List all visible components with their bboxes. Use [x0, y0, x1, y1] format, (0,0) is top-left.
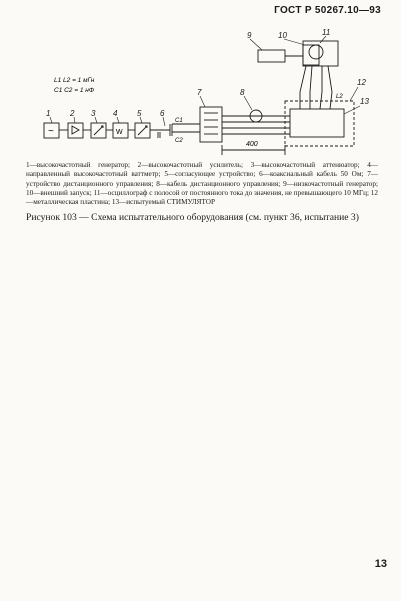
c1-label: C1 [175, 118, 183, 124]
num-8: 8 [240, 88, 245, 97]
document-header: ГОСТ Р 50267.10—93 [274, 5, 381, 16]
page-number: 13 [374, 558, 387, 570]
l2-label: L2 [336, 94, 343, 100]
legend-text: 1—высокочастотный генератор; 2—высокочастотный усилитель; 3—высокочастотный аттенюатор; 4—направленный высокочастотный ваттметр; 5—согласующее устройство; 6—коаксиальный кабель 50 Ом; 7—устройство дистанционного управления; 8—кабель дистанционного управления; 9—низкочастотный генератор; 10—внешний запуск; 11—осциллограф с полосой от постоянного тока до значения, не превышающего 10 МГц; 12—металлическая пластина; 13—испытуемый СТИМУЛЯТОР [26, 161, 378, 207]
num-7: 7 [197, 88, 202, 97]
num-13: 13 [360, 97, 369, 106]
figure-caption: Рисунок 103 — Схема испытательного оборудования (см. пункт 36, испытание 3) [26, 212, 359, 223]
num-4: 4 [113, 109, 118, 118]
block-2-amplifier [68, 123, 83, 138]
block-13-stimulator [290, 109, 344, 137]
dimension-400: 400 [246, 141, 258, 148]
num-9: 9 [247, 31, 252, 40]
component-values-l: L1 L2 = 1 мГн [54, 77, 95, 84]
num-11: 11 [322, 28, 331, 37]
num-5: 5 [137, 109, 142, 118]
sine-wave-icon: ~ [48, 126, 54, 137]
block-7-remote-control [200, 107, 222, 142]
test-setup-diagram [0, 0, 401, 160]
num-1: 1 [46, 109, 51, 118]
num-2: 2 [70, 109, 75, 118]
block-9-lf-generator [258, 50, 285, 62]
component-values-c: C1 C2 = 1 нФ [54, 87, 94, 94]
block-10-trigger [303, 45, 319, 65]
wattmeter-label: W [116, 129, 123, 136]
num-3: 3 [91, 109, 96, 118]
num-12: 12 [357, 78, 366, 87]
c2-label: C2 [175, 138, 183, 144]
num-6: 6 [160, 109, 165, 118]
num-10: 10 [278, 31, 287, 40]
